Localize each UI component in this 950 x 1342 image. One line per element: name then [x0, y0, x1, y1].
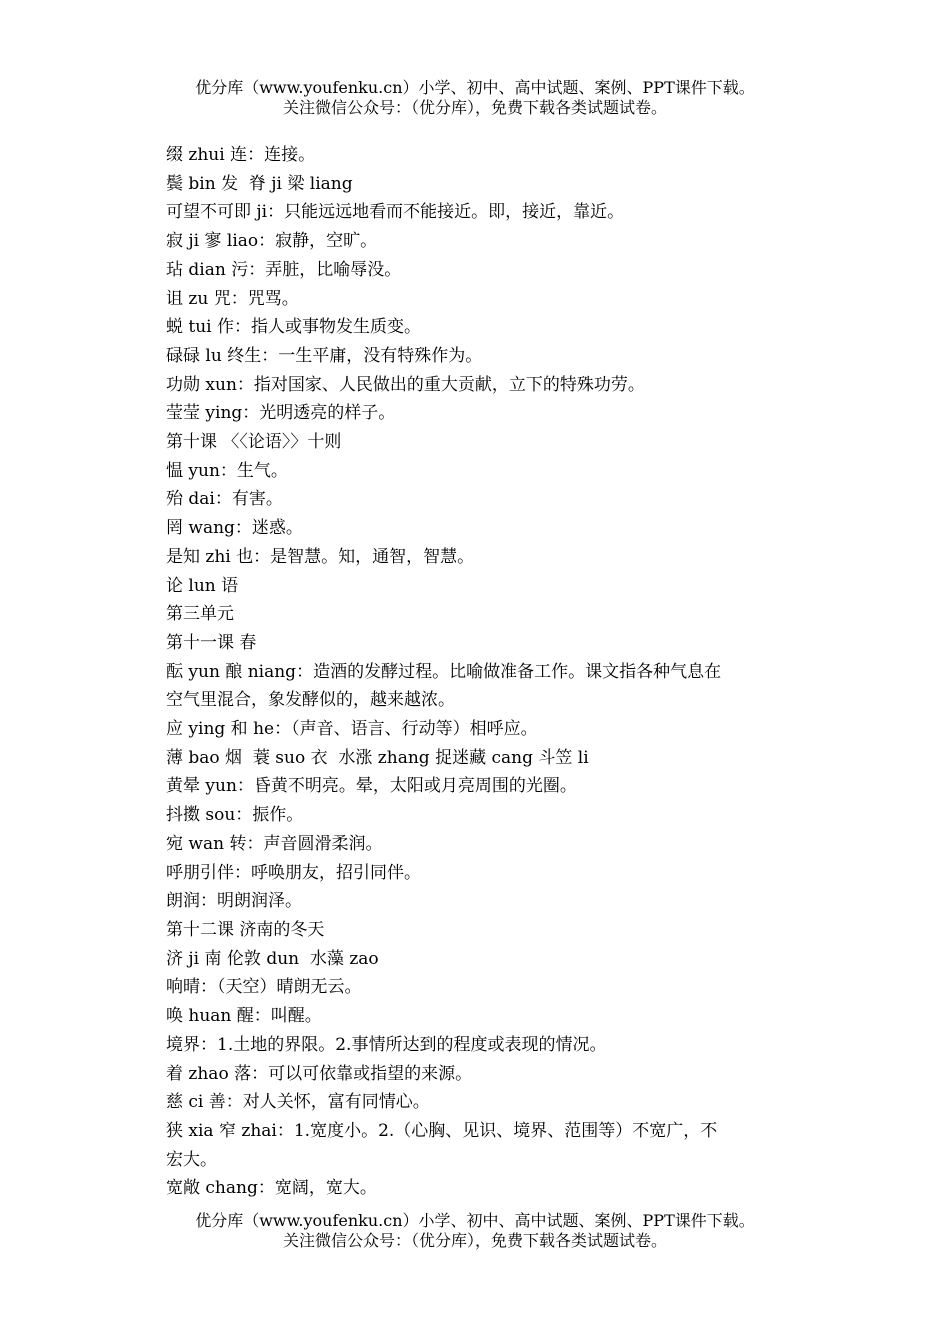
body-line: 罔 wang：迷惑。	[166, 518, 303, 539]
body-line: 宏大。	[166, 1149, 217, 1170]
page-header	[0, 78, 950, 118]
document-body	[166, 141, 786, 1203]
header-line-2: 关注微信公众号：（优分库），免费下载各类试题试卷。	[282, 98, 667, 117]
body-line: 境界：1.土地的界限。2.事情所达到的程度或表现的情况。	[166, 1034, 607, 1055]
body-line: 可望不可即 ji：只能远远地看而不能接近。即，接近，靠近。	[166, 202, 625, 223]
body-line: 诅 zu 咒：咒骂。	[166, 288, 299, 309]
body-line: 是知 zhi 也：是智慧。知，通智，智慧。	[166, 546, 475, 567]
body-line: 殆 dai：有害。	[166, 489, 283, 510]
unit-heading: 第三单元	[166, 604, 234, 625]
body-line: 响晴：（天空）晴朗无云。	[166, 977, 362, 998]
body-line: 抖擞 sou：振作。	[166, 805, 304, 826]
body-line: 论 lun 语	[166, 575, 239, 596]
body-line: 碌碌 lu 终生：一生平庸，没有特殊作为。	[166, 345, 483, 366]
body-line: 空气里混合，象发酵似的，越来越浓。	[166, 690, 455, 711]
lesson-heading: 第十课 〈〈论语〉〉十则	[166, 432, 342, 453]
body-line: 着 zhao 落：可以可依靠或指望的来源。	[166, 1063, 473, 1084]
body-line: 济 ji 南 伦敦 dun 水藻 zao	[166, 948, 379, 969]
body-line: 朗润：明朗润泽。	[166, 891, 302, 912]
body-line: 黄晕 yun：昏黄不明亮。晕，太阳或月亮周围的光圈。	[166, 776, 577, 797]
body-line: 薄 bao 烟 蓑 suo 衣 水涨 zhang 捉迷藏 cang 斗笠 li	[166, 747, 589, 768]
body-line: 功勋 xun：指对国家、人民做出的重大贡献，立下的特殊功劳。	[166, 374, 645, 395]
page-footer	[0, 1211, 950, 1251]
body-line: 寂 ji 寥 liao：寂静，空旷。	[166, 231, 378, 252]
body-line: 宽敞 chang：宽阔，宽大。	[166, 1178, 377, 1199]
lesson-heading: 第十二课 济南的冬天	[166, 919, 325, 940]
body-line: 宛 wan 转：声音圆滑柔润。	[166, 833, 383, 854]
body-line: 酝 yun 酿 niang：造酒的发酵过程。比喻做准备工作。课文指各种气息在	[166, 661, 722, 682]
body-line: 玷 dian 污：弄脏，比喻辱没。	[166, 259, 402, 280]
body-line: 呼朋引伴：呼唤朋友，招引同伴。	[166, 862, 421, 883]
footer-line-2: 关注微信公众号：（优分库），免费下载各类试题试卷。	[282, 1231, 667, 1250]
header-line-1: 优分库（www.youfenku.cn）小学、初中、高中试题、案例、PPT课件下载。	[195, 78, 755, 97]
body-line: 缀 zhui 连：连接。	[166, 145, 316, 165]
body-line: 蜕 tui 作：指人或事物发生质变。	[166, 317, 422, 338]
body-line: 愠 yun：生气。	[166, 460, 288, 481]
body-line: 狭 xia 窄 zhai：1.宽度小。2.（心胸、见识、境界、范围等）不宽广，不	[166, 1120, 718, 1141]
body-line: 鬓 bin 发 脊 ji 梁 liang	[166, 173, 353, 194]
body-line: 莹莹 ying：光明透亮的样子。	[166, 403, 396, 424]
footer-line-1: 优分库（www.youfenku.cn）小学、初中、高中试题、案例、PPT课件下载。	[195, 1211, 755, 1230]
body-line: 慈 ci 善：对人关怀，富有同情心。	[166, 1092, 430, 1113]
body-line: 唤 huan 醒：叫醒。	[166, 1006, 322, 1027]
body-line: 应 ying 和 he：（声音、语言、行动等）相呼应。	[166, 719, 538, 740]
lesson-heading: 第十一课 春	[166, 632, 257, 653]
